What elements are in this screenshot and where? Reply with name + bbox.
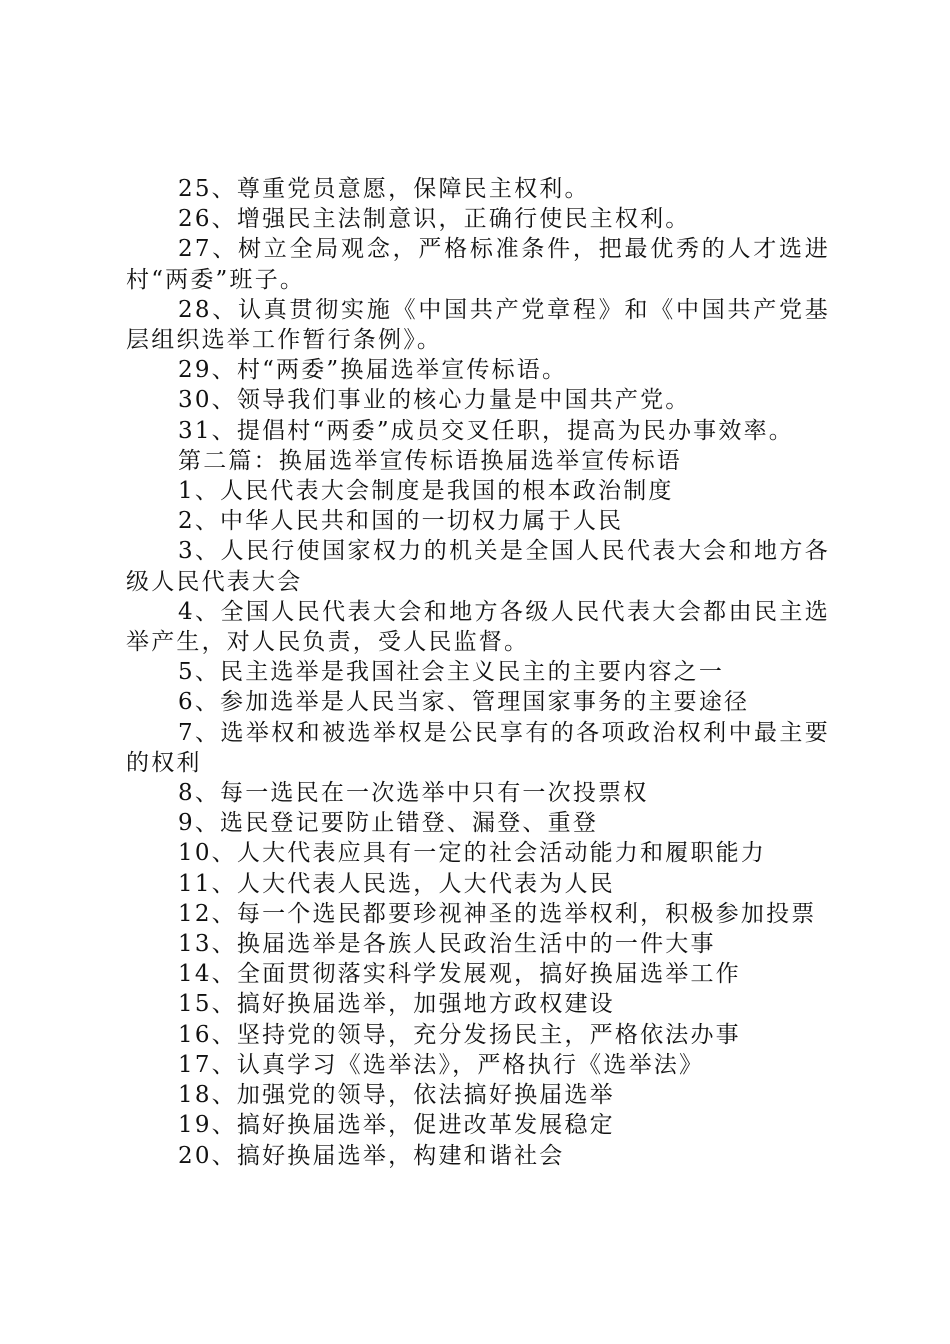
list-item: 15、搞好换届选举，加强地方政权建设 <box>178 991 615 1018</box>
list-item: 14、全面贯彻落实科学发展观，搞好换届选举工作 <box>178 961 741 988</box>
paragraph-29: 29、村“两委”换届选举宣传标语。 <box>178 357 568 384</box>
paragraph-25: 25、尊重党员意愿，保障民主权利。 <box>178 176 590 202</box>
paragraph-30: 30、领导我们事业的核心力量是中国共产党。 <box>178 387 691 414</box>
list-item: 19、搞好换届选举，促进改革发展稳定 <box>178 1112 615 1139</box>
list-item: 9、选民登记要防止错登、漏登、重登 <box>178 810 599 837</box>
paragraph-28: 28、认真贯彻实施《中国共产党章程》和《中国共产党基层组织选举工作暂行条例》。 <box>126 296 830 354</box>
list-item: 13、换届选举是各族人民政治生活中的一件大事 <box>178 931 716 958</box>
list-item: 17、认真学习《选举法》，严格执行《选举法》 <box>178 1051 705 1078</box>
paragraph-26: 26、增强民主法制意识，正确行使民主权利。 <box>178 206 691 233</box>
document-body <box>126 174 830 1171</box>
list-item: 2、中华人民共和国的一切权力属于人民 <box>178 508 624 535</box>
list-item: 12、每一个选民都要珍视神圣的选举权利，积极参加投票 <box>178 900 817 927</box>
list-item: 5、民主选举是我国社会主义民主的主要内容之一 <box>178 659 725 686</box>
list-item: 11、人大代表人民选，人大代表为人民 <box>178 870 615 897</box>
list-item: 1、人民代表大会制度是我国的根本政治制度 <box>178 478 674 505</box>
list-item: 16、坚持党的领导，充分发扬民主，严格依法办事 <box>178 1021 741 1048</box>
list-item: 18、加强党的领导，依法搞好换届选举 <box>178 1082 615 1109</box>
section-heading: 第二篇：换届选举宣传标语换届选举宣传标语 <box>178 447 682 474</box>
list-item: 20、搞好换届选举，构建和谐社会 <box>178 1142 565 1169</box>
list-item: 7、选举权和被选举权是公民享有的各项政治权利中最主要的权利 <box>126 719 830 776</box>
list-item: 6、参加选举是人民当家、管理国家事务的主要途径 <box>178 689 750 716</box>
paragraph-27: 27、树立全局观念，严格标准条件，把最优秀的人才选进村“两委”班子。 <box>126 236 830 293</box>
list-item: 3、人民行使国家权力的机关是全国人民代表大会和地方各级人民代表大会 <box>126 538 830 595</box>
paragraph-31: 31、提倡村“两委”成员交叉任职，提高为民办事效率。 <box>178 417 794 444</box>
list-item: 10、人大代表应具有一定的社会活动能力和履职能力 <box>178 840 767 867</box>
list-item: 8、每一选民在一次选举中只有一次投票权 <box>178 780 649 807</box>
list-item: 4、全国人民代表大会和地方各级人民代表大会都由民主选举产生，对人民负责，受人民监督。 <box>126 598 830 656</box>
